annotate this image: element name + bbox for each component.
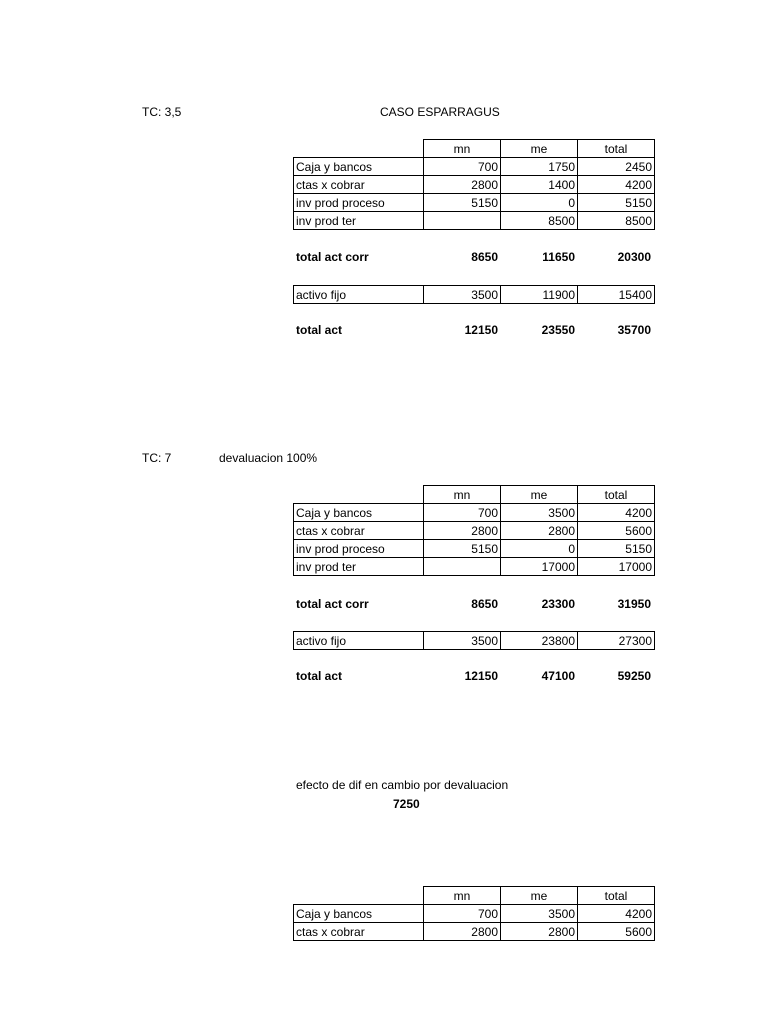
total-act-corr-me: 11650 [542,250,575,264]
total-act-corr-mn: 8650 [471,250,498,264]
row-label: inv prod ter [294,212,424,230]
total-act-total: 35700 [617,323,651,337]
cell-total: 5600 [578,522,655,540]
total-act-corr-row [293,249,653,265]
cell-total: 17000 [578,558,655,576]
table-row [294,504,655,522]
header-total: total [578,486,655,504]
row-label: activo fijo [294,286,424,304]
balance-table-1 [293,139,655,230]
cell-total: 5150 [578,194,655,212]
row-label: ctas x cobrar [294,522,424,540]
activo-fijo-table-1 [293,285,655,304]
total-act-me: 23550 [541,323,575,337]
cell-me: 1750 [501,158,578,176]
cell-mn: 5150 [424,194,501,212]
cell-mn: 2800 [424,522,501,540]
cell-mn: 3500 [424,286,501,304]
total-act-corr-me: 23300 [541,597,575,611]
table-header-row [294,140,655,158]
tc-label-2: TC: 7 [142,451,172,465]
total-act-label: total act [296,323,343,337]
cell-total: 5150 [578,540,655,558]
row-label: inv prod proceso [294,194,424,212]
total-act-mn: 12150 [464,323,498,337]
total-act-corr-total: 31950 [617,597,651,611]
row-label: ctas x cobrar [294,176,424,194]
table-row [294,923,655,941]
cell-me: 0 [501,540,578,558]
row-label: ctas x cobrar [294,923,424,941]
cell-mn: 700 [424,905,501,923]
total-act-row [293,668,653,684]
efecto-value: 7250 [393,797,420,811]
cell-me: 11900 [501,286,578,304]
table-header-row [294,887,655,905]
table-row [294,540,655,558]
cell-me: 2800 [501,923,578,941]
cell-mn: 3500 [424,632,501,650]
cell-total: 4200 [578,905,655,923]
cell-me: 1400 [501,176,578,194]
cell-me: 17000 [501,558,578,576]
header-me: me [501,486,578,504]
row-label: Caja y bancos [294,504,424,522]
row-label: inv prod proceso [294,540,424,558]
balance-table-2 [293,485,655,576]
cell-mn: 5150 [424,540,501,558]
cell-me: 8500 [501,212,578,230]
header-me: me [501,140,578,158]
row-label: activo fijo [294,632,424,650]
activo-fijo-table-2 [293,631,655,650]
cell-mn: 700 [424,158,501,176]
total-act-corr-label: total act corr [296,597,369,611]
devaluacion-label: devaluacion 100% [219,451,318,465]
total-act-total: 59250 [617,669,651,683]
cell-total: 4200 [578,504,655,522]
table-row [294,522,655,540]
table-row [294,286,655,304]
efecto-label: efecto de dif en cambio por devaluacion [296,778,509,792]
cell-total: 8500 [578,212,655,230]
cell-me: 2800 [501,522,578,540]
tc-label-1: TC: 3,5 [142,105,182,119]
cell-mn [424,212,501,230]
cell-mn: 700 [424,504,501,522]
total-act-corr-total: 20300 [617,250,651,264]
cell-me: 0 [501,194,578,212]
table-row [294,194,655,212]
cell-total: 4200 [578,176,655,194]
total-act-label: total act [296,669,343,683]
total-act-corr-label: total act corr [296,250,369,264]
total-act-me: 47100 [541,669,575,683]
cell-total: 27300 [578,632,655,650]
balance-table-3 [293,886,655,941]
total-act-corr-mn: 8650 [471,597,498,611]
total-act-row [293,322,653,338]
header-mn: mn [424,486,501,504]
table-row [294,158,655,176]
table-header-row [294,486,655,504]
table-row [294,632,655,650]
cell-total: 5600 [578,923,655,941]
header-total: total [578,140,655,158]
header-me: me [501,887,578,905]
header-total: total [578,887,655,905]
total-act-corr-row [293,596,653,612]
cell-mn [424,558,501,576]
table-row [294,212,655,230]
cell-me: 3500 [501,504,578,522]
row-label: Caja y bancos [294,158,424,176]
cell-mn: 2800 [424,923,501,941]
row-label: Caja y bancos [294,905,424,923]
cell-mn: 2800 [424,176,501,194]
row-label: inv prod ter [294,558,424,576]
header-mn: mn [424,140,501,158]
cell-total: 15400 [578,286,655,304]
cell-me: 23800 [501,632,578,650]
table-row [294,176,655,194]
table-row [294,905,655,923]
total-act-mn: 12150 [464,669,498,683]
page-title: CASO ESPARRAGUS [380,105,500,119]
header-mn: mn [424,887,501,905]
table-row [294,558,655,576]
cell-total: 2450 [578,158,655,176]
cell-me: 3500 [501,905,578,923]
